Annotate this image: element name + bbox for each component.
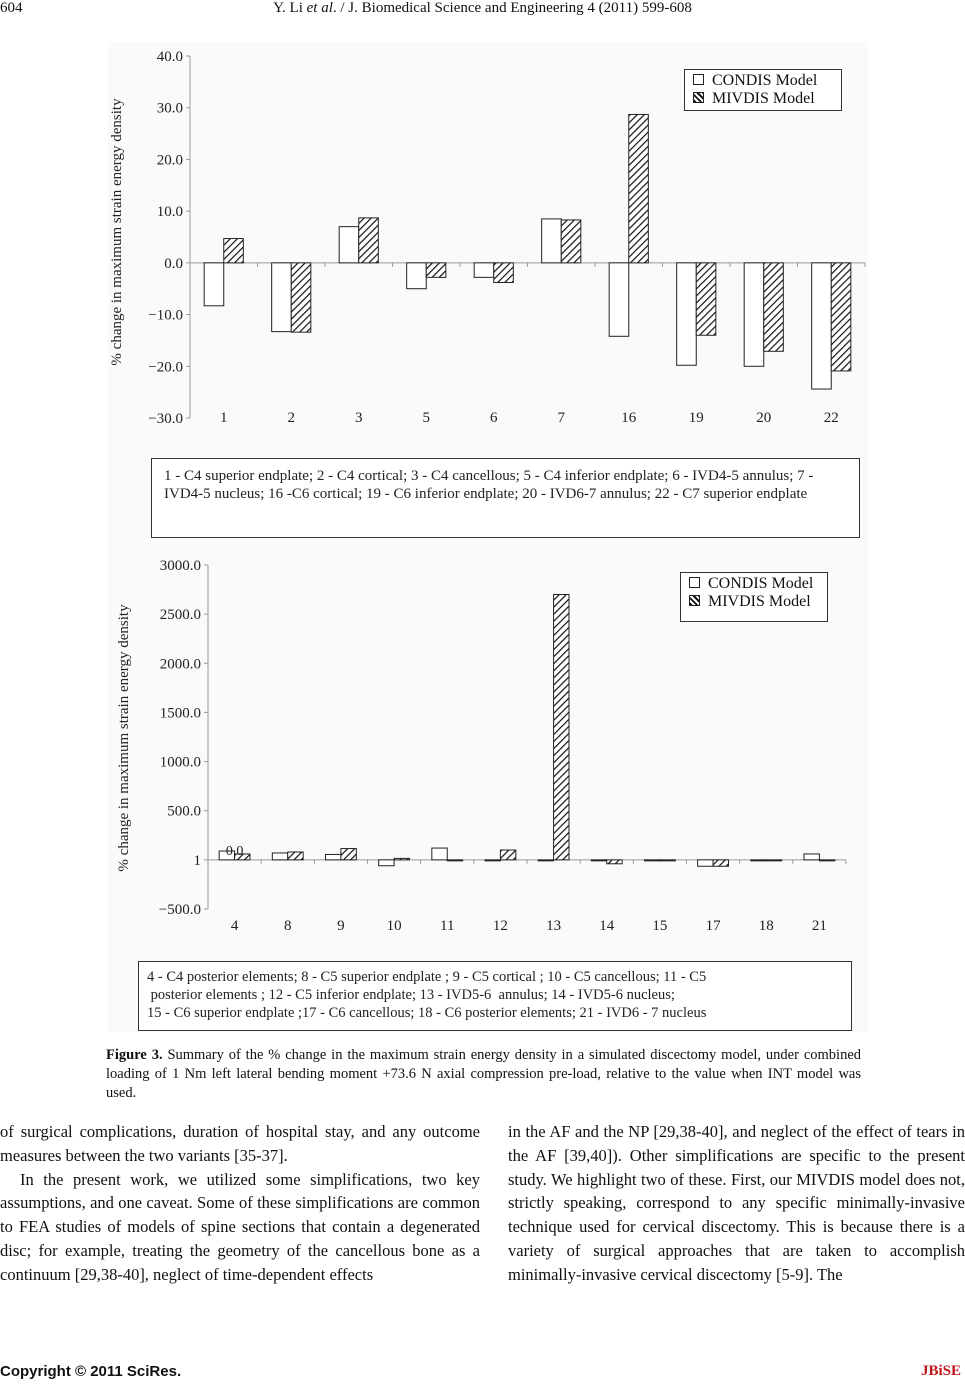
copyright: Copyright © 2011 SciRes. xyxy=(0,1363,182,1380)
y-tick-label: 500.0 xyxy=(167,803,201,820)
y-axis-label: % change in maximum strain energy density xyxy=(116,604,132,872)
running-head-prefix: Y. Li xyxy=(273,0,307,16)
legend-bottom xyxy=(680,572,828,622)
bar-mivdis xyxy=(764,263,784,351)
bar-mivdis xyxy=(766,860,781,861)
bar-mivdis xyxy=(819,860,834,861)
paragraph: in the AF and the NP [29,38-40], and neglect of the effect of tears in the AF [39,40]). Other simplifications are specific to the present study. We highlight two of these. First, our MIVDIS model does not, strictly speaking, correspond to any specific minimally-invasive technique used for cervical discectomy. This is because there is a variety of surgical approaches that are taken to accomplish minimally-invasive cervical discectomy [5-9]. The xyxy=(508,1122,965,1284)
bar-mivdis xyxy=(291,263,311,332)
top-key-box xyxy=(151,458,860,538)
x-tick-label: 12 xyxy=(492,918,508,934)
x-tick-label: 1 xyxy=(220,410,228,426)
y-tick-label: 20.0 xyxy=(156,152,183,169)
bottom-key-line: 4 - C4 posterior elements; 8 - C5 superior endplate ; 9 - C5 cortical ; 10 - C5 cancellous; 11 - C5 xyxy=(147,969,707,985)
x-tick-label: 14 xyxy=(599,918,615,934)
legend-item-condis: CONDIS Model xyxy=(693,72,833,90)
x-tick-label: 5 xyxy=(422,410,430,426)
x-tick-label: 8 xyxy=(284,918,292,934)
x-tick-label: 17 xyxy=(705,918,721,934)
bar-mivdis xyxy=(607,860,622,864)
paragraph: In the present work, we utilized some simplifications, two key assumptions, and one caveat. Some of these simplifications are common to FEA studies of models of spine sections that contain a degenerated disc; for example, treating the geometry of the cancellous bone as a continuum [29,38-40], neglect of time-dependent effects xyxy=(0,1169,480,1284)
open-swatch-icon xyxy=(689,577,700,588)
bar-condis xyxy=(432,848,447,860)
running-head xyxy=(0,0,965,17)
top-key-text: 1 - C4 superior endplate; 2 - C4 cortical; 3 - C4 cancellous; 5 - C4 inferior endplate; 6 - IVD4-5 annulus; 7 - IVD4-5 nucleus; 16 -C6 cortical; 19 - C6 inferior endplate; 20 - IVD6-7 annulus; 22 - C7 superior endplate xyxy=(164,468,814,502)
bar-condis xyxy=(591,860,606,861)
legend-item-mivdis: MIVDIS Model xyxy=(693,90,833,108)
data-label: 0.0 xyxy=(225,843,244,859)
bar-mivdis xyxy=(224,239,244,263)
bar-mivdis xyxy=(696,263,716,335)
bottom-key-box xyxy=(138,961,852,1031)
caption-text: Summary of the % change in the maximum strain energy density in a simulated discectomy model, under combined loading of 1 Nm left lateral bending moment +73.6 N axial compression pre-load, relative to the value when INT model was used. xyxy=(106,1047,862,1101)
x-tick-label: 10 xyxy=(386,918,402,934)
figure-caption xyxy=(106,1046,861,1103)
x-tick-label: 21 xyxy=(811,918,827,934)
paragraph: of surgical complications, duration of hospital stay, and any outcome measures between the two variants [35-37]. xyxy=(0,1122,480,1165)
legend-top xyxy=(684,69,842,111)
bar-mivdis xyxy=(629,114,649,262)
y-tick-label: 40.0 xyxy=(156,49,183,65)
x-tick-label: 20 xyxy=(756,410,772,426)
hatched-swatch-icon xyxy=(693,92,704,103)
x-tick-label: 22 xyxy=(823,410,839,426)
bar-mivdis xyxy=(359,218,379,263)
running-head-suffix: . / J. Biomedical Science and Engineering 4 (2011) 599-608 xyxy=(332,0,692,16)
bar-mivdis xyxy=(447,860,462,861)
x-tick-label: 9 xyxy=(337,918,345,934)
y-tick-label: 1500.0 xyxy=(159,705,201,722)
body-column-left xyxy=(0,1120,480,1287)
bar-mivdis xyxy=(288,852,303,860)
bar-condis xyxy=(485,860,500,861)
x-tick-label: 6 xyxy=(490,410,498,426)
bar-mivdis xyxy=(554,594,569,859)
bar-condis xyxy=(538,860,553,861)
body-column-right xyxy=(508,1120,965,1287)
x-tick-label: 13 xyxy=(546,918,562,934)
bar-condis xyxy=(204,263,224,306)
bar-condis xyxy=(609,263,629,336)
bar-condis xyxy=(474,263,494,277)
y-tick-label: −10.0 xyxy=(148,307,183,324)
y-tick-label: 0.0 xyxy=(164,255,183,272)
y-tick-label: 2000.0 xyxy=(159,656,201,673)
figure-3 xyxy=(108,42,868,1032)
bar-condis xyxy=(325,854,340,859)
bar-condis xyxy=(751,860,766,861)
y-tick-label: −500.0 xyxy=(158,902,201,918)
x-tick-label: 7 xyxy=(557,410,565,426)
bar-condis xyxy=(407,263,427,289)
bottom-key-line: posterior elements ; 12 - C5 inferior endplate; 13 - IVD5-6 annulus; 14 - IVD5-6 nucleus; xyxy=(147,987,675,1003)
x-tick-label: 4 xyxy=(230,918,239,934)
bar-condis xyxy=(698,860,713,866)
y-tick-label: 30.0 xyxy=(156,100,183,117)
y-tick-label: 1 xyxy=(193,852,201,869)
bar-mivdis xyxy=(426,263,446,277)
bar-mivdis xyxy=(500,850,515,860)
y-axis-label: % change in maximum strain energy density xyxy=(109,98,125,366)
bar-condis xyxy=(339,227,359,263)
bottom-key-line: 15 - C6 superior endplate ;17 - C6 cancellous; 18 - C6 posterior elements; 21 - IVD6 - 7 nucleus xyxy=(147,1005,707,1021)
bar-condis xyxy=(644,860,659,861)
x-tick-label: 15 xyxy=(652,918,668,934)
x-tick-label: 2 xyxy=(287,410,295,426)
y-tick-label: 2500.0 xyxy=(159,607,201,624)
running-head-italic: et al xyxy=(306,0,333,16)
bar-mivdis xyxy=(831,263,851,371)
bar-condis xyxy=(272,853,287,860)
bar-condis xyxy=(804,854,819,860)
open-swatch-icon xyxy=(693,74,704,85)
bar-mivdis xyxy=(341,849,356,860)
bar-mivdis xyxy=(660,860,675,861)
bar-condis xyxy=(379,860,394,866)
x-tick-label: 18 xyxy=(758,918,774,934)
journal-tag: JBiSE xyxy=(920,1363,961,1379)
bar-mivdis xyxy=(494,263,514,283)
legend-item-condis: CONDIS Model xyxy=(689,575,819,593)
y-tick-label: 1000.0 xyxy=(159,754,201,771)
bar-mivdis xyxy=(713,860,728,866)
caption-label: Figure 3. xyxy=(106,1047,163,1063)
x-tick-label: 19 xyxy=(688,410,704,426)
bar-mivdis xyxy=(561,220,581,263)
bar-condis xyxy=(272,263,292,332)
y-tick-label: 3000.0 xyxy=(159,558,201,574)
bar-condis xyxy=(677,263,697,365)
x-tick-label: 16 xyxy=(621,410,637,426)
hatched-swatch-icon xyxy=(689,595,700,606)
bar-mivdis xyxy=(394,858,409,859)
x-tick-label: 3 xyxy=(355,410,363,426)
y-tick-label: −20.0 xyxy=(148,359,183,376)
bar-condis xyxy=(812,263,832,389)
bar-condis xyxy=(744,263,764,366)
bar-condis xyxy=(542,219,562,263)
y-tick-label: −30.0 xyxy=(148,411,183,427)
y-tick-label: 10.0 xyxy=(156,204,183,221)
x-tick-label: 11 xyxy=(440,918,455,934)
page-number: 604 xyxy=(0,0,23,16)
legend-item-mivdis: MIVDIS Model xyxy=(689,593,819,611)
